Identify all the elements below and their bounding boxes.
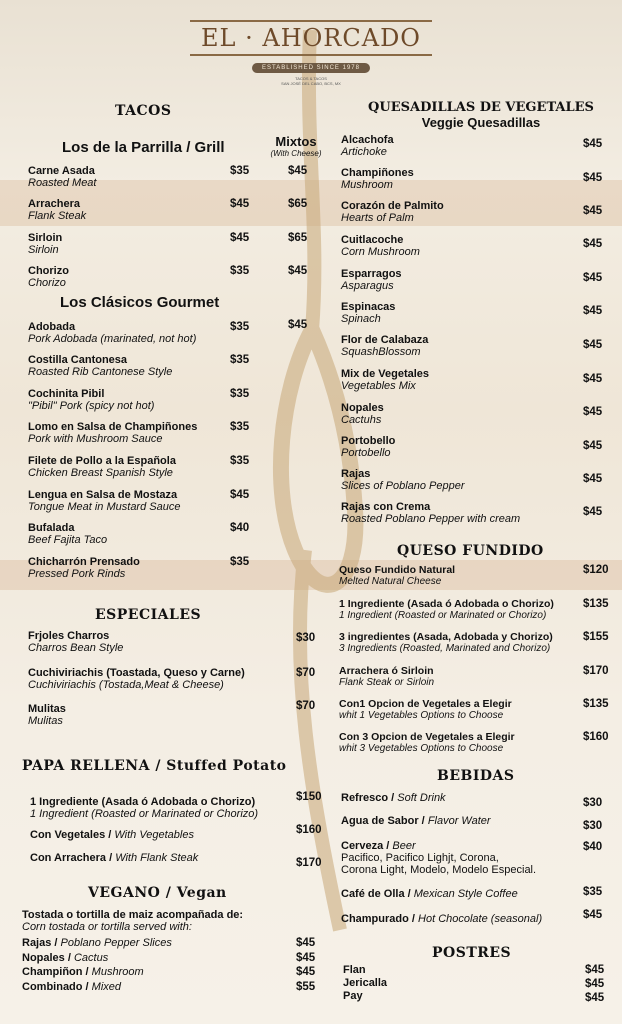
menu-item: Con 3 Opcion de Vegetales a Elegir whit 3 Vegetables Options to Choose	[339, 731, 515, 754]
gourmet-subtitle: Los Clásicos Gourmet	[60, 294, 220, 311]
menu-item: Cuitlacoche Corn Mushroom	[341, 234, 420, 258]
menu-item: Jericalla	[343, 977, 388, 989]
item-price: $55	[296, 981, 316, 993]
menu-item: Costilla Cantonesa Roasted Rib Cantonese Style	[28, 354, 173, 378]
menu-item: Cerveza / Beer Pacifico, Pacifico Lighjt, Corona, Corona Light, Modelo, Modelo Especial.	[341, 840, 537, 876]
item-price: $45	[296, 937, 316, 949]
item-price: $170	[296, 857, 322, 869]
item-price: $30	[583, 797, 603, 809]
menu-item: Nopales Cactuhs	[341, 402, 384, 426]
menu-item: Esparragos Asparagus	[341, 268, 402, 292]
item-price: $45	[583, 272, 603, 284]
item-price: $150	[296, 791, 322, 803]
item-price: $35	[230, 354, 250, 366]
menu-item: Queso Fundido Natural Melted Natural Cheese	[339, 564, 456, 587]
menu-item: Flor de Calabaza SquashBlossom	[341, 334, 429, 358]
menu-item: Chicharrón Prensado Pressed Pork Rinds	[28, 556, 140, 580]
item-price: $45	[296, 952, 316, 964]
item-price: $30	[296, 632, 316, 644]
item-mixto-price: $65	[288, 198, 308, 210]
vegano-title: VEGANO / Vegan	[88, 885, 227, 901]
tacos-title: TACOS	[115, 103, 172, 119]
item-price: $45	[585, 964, 605, 976]
menu-item: 1 Ingrediente (Asada ó Adobada o Chorizo) 1 Ingredient (Roasted or Marinated or Chorizo)	[339, 598, 554, 621]
mixtos-header	[266, 134, 326, 158]
menu-item: Portobello Portobello	[341, 435, 396, 459]
menu-item: Nopales / Cactus	[22, 952, 109, 964]
restaurant-logo	[190, 8, 432, 92]
menu-item: Refresco / Soft Drink	[341, 792, 446, 804]
menu-item: Adobada Pork Adobada (marinated, not hot)	[28, 321, 197, 345]
item-price: $45	[583, 205, 603, 217]
menu-item: 1 Ingrediente (Asada ó Adobada o Chorizo) 1 Ingredient (Roasted or Marinated or Chorizo)	[30, 796, 259, 820]
menu-item: Combinado / Mixed	[22, 981, 122, 993]
item-price: $40	[583, 841, 603, 853]
logo-address: SAN JOSÉ DEL CABO, BCS, MX	[281, 81, 341, 86]
menu-item: Agua de Sabor / Flavor Water	[341, 815, 491, 827]
item-price: $45	[583, 238, 603, 250]
item-price: $45	[583, 339, 603, 351]
menu-item: 3 ingredientes (Asada, Adobada y Chorizo) 3 Ingredients (Roasted, Marinated and Chorizo)	[339, 631, 553, 654]
postres-title: POSTRES	[432, 945, 512, 961]
item-price: $45	[583, 440, 603, 452]
item-mixto-price: $45	[288, 319, 308, 331]
mixtos-note: (With Cheese)	[270, 149, 322, 158]
item-price: $35	[230, 388, 250, 400]
item-price: $160	[583, 731, 609, 743]
item-price: $45	[585, 978, 605, 990]
item-price: $45	[230, 232, 250, 244]
menu-item: Arrachera Flank Steak	[28, 198, 87, 222]
item-price: $70	[296, 667, 316, 679]
papa-title: PAPA RELLENA / Stuffed Potato	[22, 758, 287, 774]
item-price: $45	[296, 966, 316, 978]
menu-item: Carne Asada Roasted Meat	[28, 165, 97, 189]
item-price: $45	[583, 473, 603, 485]
menu-item: Sirloin Sirloin	[28, 232, 63, 256]
menu-item: Champiñones Mushroom	[341, 167, 414, 191]
vegano-intro: Tostada o tortilla de maiz acompañada de: Corn tostada or tortilla served with:	[22, 909, 244, 933]
item-price: $155	[583, 631, 609, 643]
menu-item: Champurado / Hot Chocolate (seasonal)	[341, 913, 543, 925]
menu-item: Frjoles Charros Charros Bean Style	[28, 630, 124, 654]
quesadillas-subtitle: Veggie Quesadillas	[421, 115, 541, 130]
item-price: $45	[230, 489, 250, 501]
item-price: $35	[230, 321, 250, 333]
item-price: $45	[583, 406, 603, 418]
menu-item: Bufalada Beef Fajita Taco	[28, 522, 108, 546]
menu-item: Con Vegetales / With Vegetables	[30, 829, 194, 841]
logo-established: ESTABLISHED SINCE 1978	[252, 63, 370, 73]
item-price: $35	[230, 165, 250, 177]
mixtos-label: Mixtos	[275, 134, 317, 149]
quesadillas-header	[350, 100, 612, 130]
menu-item: Flan	[343, 964, 366, 976]
item-mixto-price: $45	[288, 165, 308, 177]
item-price: $45	[583, 909, 603, 921]
menu-item: Café de Olla / Mexican Style Coffee	[341, 888, 518, 900]
menu-item: Lengua en Salsa de Mostaza Tongue Meat in Mustard Sauce	[28, 489, 181, 513]
bebidas-title: BEBIDAS	[437, 768, 515, 784]
item-mixto-price: $45	[288, 265, 308, 277]
menu-item: Champiñon / Mushroom	[22, 966, 144, 978]
item-price: $160	[296, 824, 322, 836]
menu-item: Mulitas Mulitas	[28, 703, 66, 727]
item-price: $135	[583, 698, 609, 710]
menu-item: Con1 Opcion de Vegetales a Elegir whit 1 Vegetables Options to Choose	[339, 698, 512, 721]
item-price: $35	[230, 265, 250, 277]
menu-item: Pay	[343, 990, 363, 1002]
item-price: $45	[583, 305, 603, 317]
queso-title: QUESO FUNDIDO	[397, 543, 544, 559]
item-price: $30	[583, 820, 603, 832]
item-price: $40	[230, 522, 250, 534]
item-price: $45	[583, 506, 603, 518]
menu-item: Corazón de Palmito Hearts of Palm	[341, 200, 444, 224]
menu-item: Rajas con Crema Roasted Poblano Pepper with cream	[341, 501, 521, 525]
item-price: $35	[230, 556, 250, 568]
menu-item: Chorizo Chorizo	[28, 265, 69, 289]
especiales-title: ESPECIALES	[95, 607, 202, 623]
menu-item: Cochinita Pibil "Pibil" Pork (spicy not hot)	[28, 388, 155, 412]
quesadillas-title: QUESADILLAS DE VEGETALES	[368, 100, 594, 115]
item-mixto-price: $65	[288, 232, 308, 244]
logo-title: EL · AHORCADO	[190, 20, 432, 56]
menu-item: Mix de Vegetales Vegetables Mix	[341, 368, 430, 392]
menu-item: Cuchiviriachis (Toastada, Queso y Carne) Cuchiviriachis (Tostada,Meat & Cheese)	[28, 667, 245, 691]
item-price: $45	[230, 198, 250, 210]
grill-subtitle: Los de la Parrilla / Grill	[62, 139, 225, 156]
item-price: $70	[296, 700, 316, 712]
menu-item: Arrachera ó Sirloin Flank Steak or Sirloin	[339, 665, 435, 688]
menu-item: Rajas Slices of Poblano Pepper	[341, 468, 465, 492]
menu-item: Rajas / Poblano Pepper Slices	[22, 937, 172, 949]
item-price: $120	[583, 564, 609, 576]
logo-subtitle: TACOS & TACOS	[295, 76, 327, 81]
item-price: $35	[583, 886, 603, 898]
item-price: $35	[230, 421, 250, 433]
menu-item: Espinacas Spinach	[341, 301, 396, 325]
item-price: $45	[585, 992, 605, 1004]
item-price: $35	[230, 455, 250, 467]
menu-item: Alcachofa Artichoke	[341, 134, 394, 158]
item-price: $45	[583, 138, 603, 150]
item-price: $170	[583, 665, 609, 677]
item-price: $45	[583, 172, 603, 184]
menu-item: Lomo en Salsa de Champiñones Pork with Mushroom Sauce	[28, 421, 198, 445]
item-price: $135	[583, 598, 609, 610]
menu-item: Filete de Pollo a la Española Chicken Breast Spanish Style	[28, 455, 176, 479]
menu-item: Con Arrachera / With Flank Steak	[30, 852, 199, 864]
item-price: $45	[583, 373, 603, 385]
